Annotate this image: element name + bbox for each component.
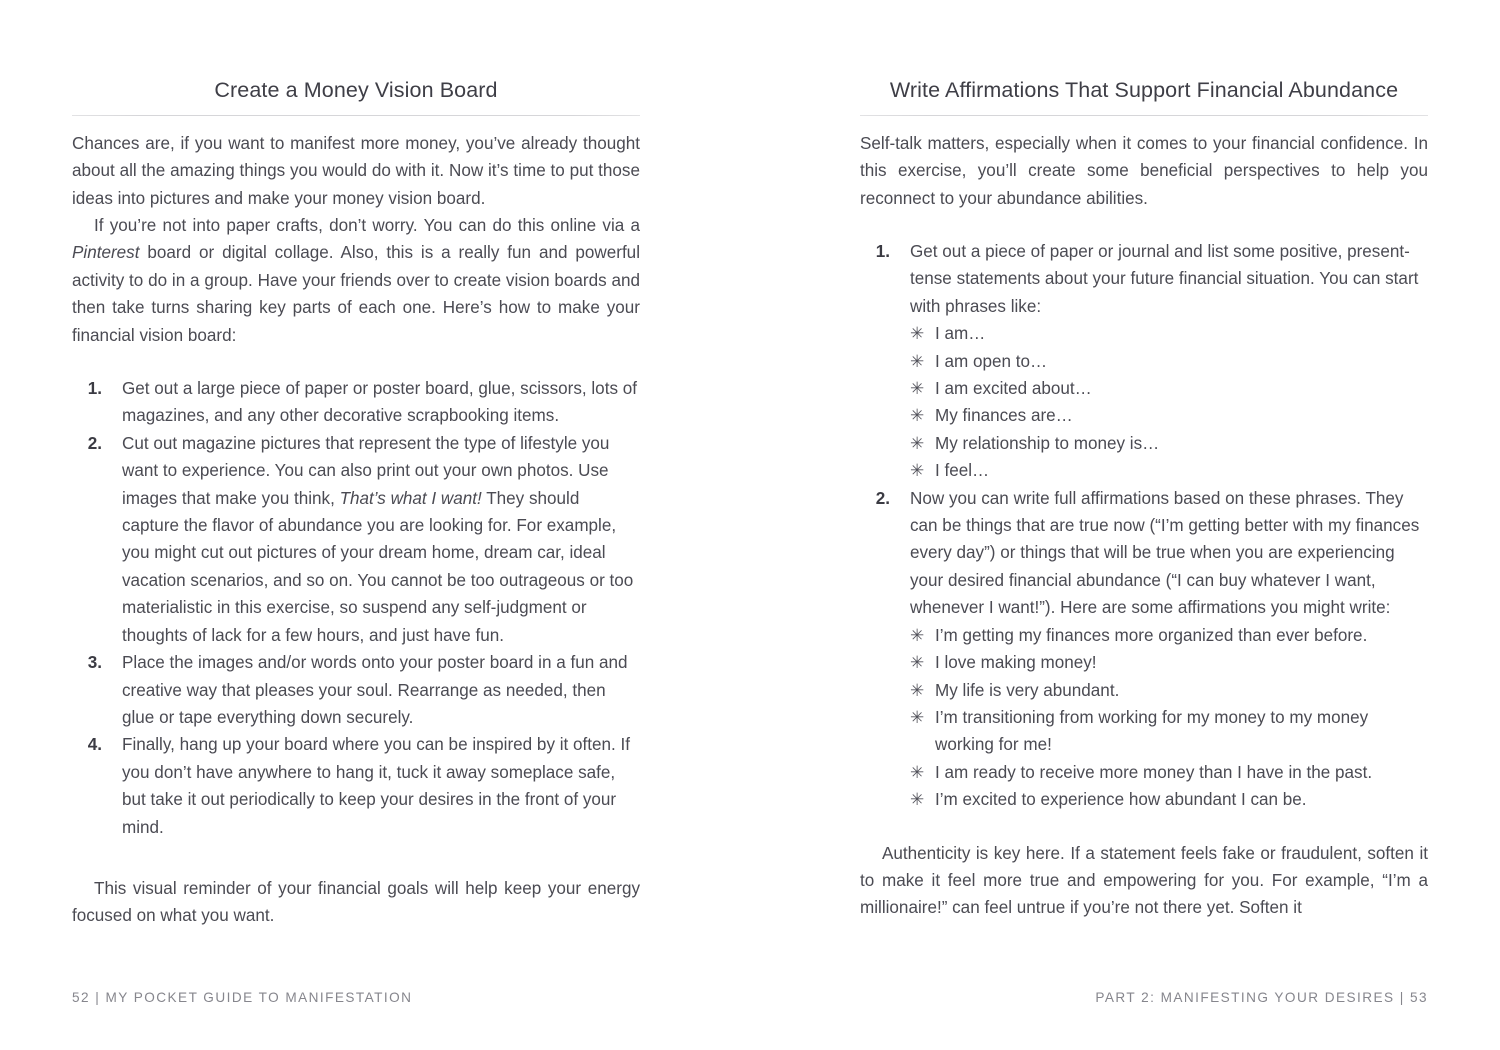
asterisk-bullet-icon: ✳	[910, 406, 925, 426]
right-intro-paragraph: Self-talk matters, especially when it comes to your financial confidence. In this exercise, you’ll create some beneficial perspectives to help you reconnect to your abundance abilities.	[860, 133, 1428, 208]
asterisk-bullet-icon: ✳	[910, 653, 925, 673]
left-intro-paragraph-2	[72, 212, 640, 349]
list-item-text: My relationship to money is…	[935, 433, 1160, 453]
right-title-rule	[860, 115, 1428, 116]
list-item	[72, 375, 640, 430]
asterisk-bullet-icon: ✳	[910, 379, 925, 399]
list-item-text: My finances are…	[935, 406, 1073, 426]
list-item	[72, 649, 640, 731]
list-item-text: My life is very abundant.	[935, 680, 1120, 700]
list-item-text: I’m getting my finances more organized than ever before.	[935, 625, 1368, 645]
asterisk-bullet-icon: ✳	[910, 351, 925, 371]
list-item-text: I am excited about…	[935, 379, 1092, 399]
list-item	[910, 622, 1428, 649]
list-item-text: I am open to…	[935, 351, 1048, 371]
list-item-text: Now you can write full affirmations based on these phrases. They can be things that are true now (“I’m getting better with my finances every day”) or things that will be true when you are experiencing your desired financial abundance (“I can buy whatever I want, whenever I want!”). Here are some affirmations you might write:	[910, 488, 1420, 618]
list-item-text: I am ready to receive more money than I have in the past.	[935, 762, 1373, 782]
spacer	[72, 841, 640, 875]
list-item	[910, 402, 1428, 429]
left-intro-paragraph-2-part-b: board or digital collage. Also, this is a really fun and powerful activity to do in a group. Have your friends over to create vision boards and then take turns sharing key parts of each one. Here’s how to make your financial vision board:	[72, 243, 640, 345]
list-item	[72, 731, 640, 841]
asterisk-bullet-icon: ✳	[910, 707, 925, 727]
spacer	[860, 212, 1428, 238]
list-item	[72, 430, 640, 649]
left-page-footer: 52 | MY POCKET GUIDE TO MANIFESTATION	[72, 990, 413, 1005]
list-item-text: I’m transitioning from working for my money to my money working for me!	[935, 707, 1369, 755]
list-item-text-part-a: Cut out magazine pictures that represent the type of lifestyle you want to experience. You can also print out your own photos. Use images that make you think,	[122, 433, 610, 508]
asterisk-bullet-icon: ✳	[910, 790, 925, 810]
list-item	[910, 320, 1428, 347]
right-page-footer: PART 2: MANIFESTING YOUR DESIRES | 53	[1095, 990, 1428, 1005]
list-item	[910, 649, 1428, 676]
spacer	[860, 814, 1428, 840]
list-item	[910, 430, 1428, 457]
list-item-number: 2.	[875, 488, 890, 508]
list-item-text: Place the images and/or words onto your poster board in a fun and creative way that pleases your soul. Rearrange as needed, then glue or tape everything down securely.	[122, 653, 628, 727]
list-item	[860, 485, 1428, 814]
asterisk-bullet-icon: ✳	[910, 324, 925, 344]
left-intro-paragraph-1: Chances are, if you want to manifest more money, you’ve already thought about all the amazing things you would do with it. Now it’s time to put those ideas into pictures and make your money vision board.	[72, 133, 640, 208]
left-intro-paragraph-2-part-a: If you’re not into paper crafts, don’t worry. You can do this online via a	[94, 216, 640, 236]
list-item-text: I love making money!	[935, 653, 1097, 673]
pinterest-emphasis: Pinterest	[72, 243, 140, 263]
phrase-starters-list	[910, 320, 1428, 484]
list-item-number: 2.	[87, 433, 102, 453]
right-closing-paragraph: Authenticity is key here. If a statement feels fake or fraudulent, soften it to make it feel more true and empowering for you. For example, “I’m a millionaire!” can feel untrue if you’re not there yet. Soften it	[860, 843, 1428, 918]
thats-what-i-want-emphasis: That’s what I want!	[339, 488, 482, 508]
list-item-text: Finally, hang up your board where you can be inspired by it often. If you don’t have anywhere to hang it, tuck it away someplace safe, but take it out periodically to keep your desires in the front of your mind.	[122, 735, 631, 837]
list-item-number: 4.	[87, 735, 102, 755]
list-item-text-part-b: They should capture the flavor of abundance you are looking for. For example, you might cut out pictures of your dream home, dream car, ideal vacation scenarios, and so on. You cannot be too outrageous or too materialistic in this exercise, so suspend any self-judgment or thoughts of lack for a few hours, and just have fun.	[122, 488, 634, 645]
asterisk-bullet-icon: ✳	[910, 461, 925, 481]
left-title-rule	[72, 115, 640, 116]
vision-board-steps-list	[72, 375, 640, 841]
list-item	[910, 786, 1428, 813]
list-item	[910, 704, 1428, 759]
list-item-number: 1.	[875, 242, 890, 262]
asterisk-bullet-icon: ✳	[910, 433, 925, 453]
list-item	[910, 348, 1428, 375]
list-item	[910, 375, 1428, 402]
right-page-title: Write Affirmations That Support Financial Abundance	[889, 78, 1399, 102]
list-item	[910, 677, 1428, 704]
list-item	[860, 238, 1428, 485]
asterisk-bullet-icon: ✳	[910, 680, 925, 700]
list-item-text: I’m excited to experience how abundant I can be.	[935, 790, 1307, 810]
asterisk-bullet-icon: ✳	[910, 625, 925, 645]
list-item-number: 1.	[87, 379, 102, 399]
spacer	[72, 349, 640, 375]
left-page-title: Create a Money Vision Board	[214, 78, 498, 102]
left-closing-paragraph: This visual reminder of your financial goals will help keep your energy focused on what you want.	[72, 878, 640, 926]
affirmations-steps-list	[860, 238, 1428, 814]
list-item-text: I feel…	[935, 461, 990, 481]
asterisk-bullet-icon: ✳	[910, 762, 925, 782]
right-page	[750, 0, 1500, 1050]
list-item-text: Get out a large piece of paper or poster board, glue, scissors, lots of magazines, and any other decorative scrapbooking items.	[122, 379, 637, 426]
list-item	[910, 759, 1428, 786]
sample-affirmations-list	[910, 622, 1428, 814]
list-item	[910, 457, 1428, 484]
list-item-text: I am…	[935, 324, 986, 344]
list-item-number: 3.	[87, 653, 102, 673]
list-item-text: Get out a piece of paper or journal and list some positive, present-tense statements about your future financial situation. You can start with phrases like:	[910, 242, 1419, 316]
